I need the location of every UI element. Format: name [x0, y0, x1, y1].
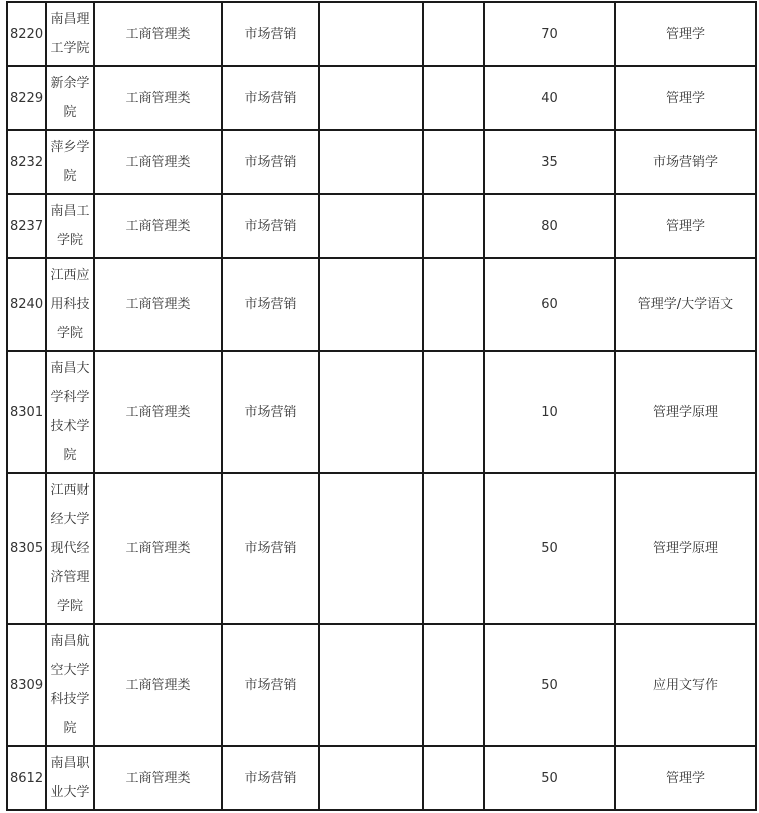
quota-cell: 35 — [484, 130, 615, 194]
empty-cell — [319, 746, 423, 810]
school-name-cell: 萍乡学院 — [46, 130, 94, 194]
school-code-cell: 8612 — [7, 746, 46, 810]
major-cell: 市场营销 — [222, 130, 319, 194]
category-cell: 工商管理类 — [94, 130, 222, 194]
exam-subject-cell: 应用文写作 — [615, 624, 756, 746]
major-cell: 市场营销 — [222, 473, 319, 624]
exam-subject-cell: 管理学 — [615, 194, 756, 258]
quota-cell: 60 — [484, 258, 615, 351]
major-cell: 市场营销 — [222, 2, 319, 66]
school-name-cell: 南昌大学科学技术学院 — [46, 351, 94, 473]
school-name-cell: 江西应用科技学院 — [46, 258, 94, 351]
empty-cell — [319, 2, 423, 66]
quota-cell: 50 — [484, 473, 615, 624]
table-row — [7, 351, 756, 473]
school-name-cell: 新余学院 — [46, 66, 94, 130]
major-cell: 市场营销 — [222, 258, 319, 351]
exam-subject-cell: 市场营销学 — [615, 130, 756, 194]
exam-subject-cell: 管理学 — [615, 746, 756, 810]
category-cell: 工商管理类 — [94, 624, 222, 746]
major-cell: 市场营销 — [222, 66, 319, 130]
quota-cell: 50 — [484, 624, 615, 746]
exam-subject-cell: 管理学原理 — [615, 473, 756, 624]
table-row — [7, 66, 756, 130]
category-cell: 工商管理类 — [94, 2, 222, 66]
quota-cell: 10 — [484, 351, 615, 473]
school-name-cell: 南昌航空大学科技学院 — [46, 624, 94, 746]
school-code-cell: 8229 — [7, 66, 46, 130]
quota-cell: 40 — [484, 66, 615, 130]
empty-cell — [423, 351, 484, 473]
school-name-cell: 江西财经大学现代经济管理学院 — [46, 473, 94, 624]
school-code-cell: 8232 — [7, 130, 46, 194]
empty-cell — [423, 130, 484, 194]
school-code-cell: 8309 — [7, 624, 46, 746]
empty-cell — [319, 351, 423, 473]
empty-cell — [319, 473, 423, 624]
school-code-cell: 8237 — [7, 194, 46, 258]
quota-cell: 70 — [484, 2, 615, 66]
table-row — [7, 194, 756, 258]
category-cell: 工商管理类 — [94, 351, 222, 473]
major-cell: 市场营销 — [222, 351, 319, 473]
empty-cell — [423, 624, 484, 746]
table-row — [7, 130, 756, 194]
category-cell: 工商管理类 — [94, 66, 222, 130]
category-cell: 工商管理类 — [94, 258, 222, 351]
exam-subject-cell: 管理学 — [615, 66, 756, 130]
table-row — [7, 2, 756, 66]
school-code-cell: 8240 — [7, 258, 46, 351]
category-cell: 工商管理类 — [94, 473, 222, 624]
exam-subject-cell: 管理学 — [615, 2, 756, 66]
quota-cell: 80 — [484, 194, 615, 258]
category-cell: 工商管理类 — [94, 194, 222, 258]
major-cell: 市场营销 — [222, 194, 319, 258]
empty-cell — [319, 194, 423, 258]
table-row — [7, 624, 756, 746]
empty-cell — [423, 258, 484, 351]
enrollment-table — [6, 1, 757, 811]
major-cell: 市场营销 — [222, 746, 319, 810]
empty-cell — [319, 66, 423, 130]
empty-cell — [319, 258, 423, 351]
school-code-cell: 8220 — [7, 2, 46, 66]
empty-cell — [423, 2, 484, 66]
empty-cell — [423, 194, 484, 258]
exam-subject-cell: 管理学原理 — [615, 351, 756, 473]
exam-subject-cell: 管理学/大学语文 — [615, 258, 756, 351]
table-body — [7, 2, 756, 810]
major-cell: 市场营销 — [222, 624, 319, 746]
quota-cell: 50 — [484, 746, 615, 810]
table-row — [7, 258, 756, 351]
school-code-cell: 8305 — [7, 473, 46, 624]
empty-cell — [319, 130, 423, 194]
empty-cell — [319, 624, 423, 746]
empty-cell — [423, 746, 484, 810]
category-cell: 工商管理类 — [94, 746, 222, 810]
table-row — [7, 746, 756, 810]
school-name-cell: 南昌工学院 — [46, 194, 94, 258]
empty-cell — [423, 66, 484, 130]
school-name-cell: 南昌理工学院 — [46, 2, 94, 66]
school-code-cell: 8301 — [7, 351, 46, 473]
table-row — [7, 473, 756, 624]
school-name-cell: 南昌职业大学 — [46, 746, 94, 810]
empty-cell — [423, 473, 484, 624]
